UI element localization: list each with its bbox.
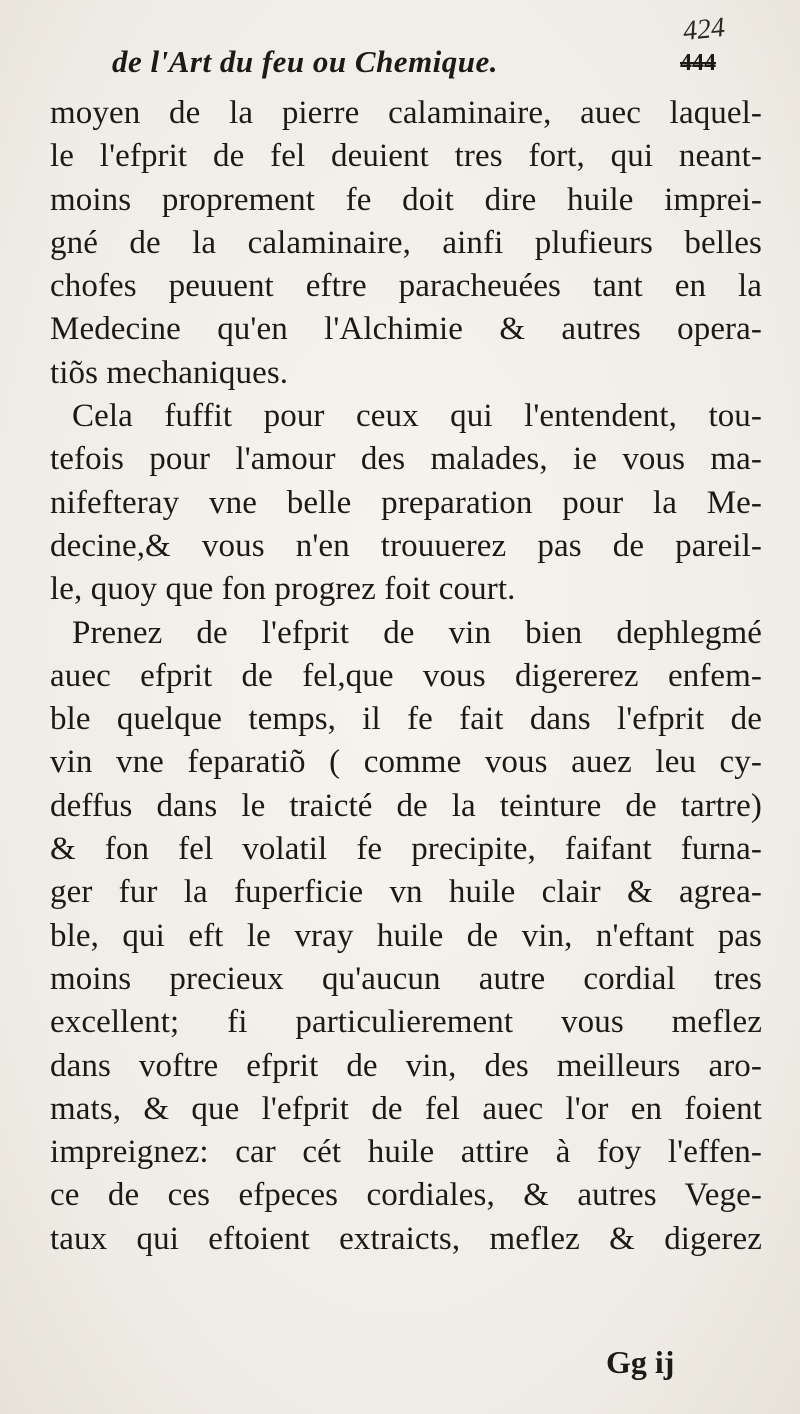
text-line: mats, & que l'efprit de fel auec l'or en foient xyxy=(50,1090,762,1127)
text-line: ble, qui eft le vray huile de vin, n'eftant pas xyxy=(50,917,762,954)
page-number: 444 xyxy=(680,50,716,76)
text-line: excellent; fi particulierement vous meflez xyxy=(50,1004,762,1041)
text-line: deffus dans le traicté de la teinture de tartre) xyxy=(50,787,762,824)
text-line: gné de la calaminaire, ainfi plufieurs belles xyxy=(50,224,762,261)
text-line: taux qui eftoient extraicts, meflez & digerez xyxy=(50,1220,762,1257)
text-line: auec efprit de fel,que vous digererez enfem- xyxy=(50,657,762,694)
running-title: de l'Art du feu ou Chemique. xyxy=(112,44,499,79)
text-line: impreignez: car cét huile attire à foy l'effen- xyxy=(50,1134,762,1171)
text-line: moins precieux qu'aucun autre cordial tres xyxy=(50,960,762,997)
text-line: decine,& vous n'en trouuerez pas de pareil- xyxy=(50,527,762,564)
text-line: moins proprement fe doit dire huile imprei- xyxy=(50,181,762,218)
signature-mark: Gg ij xyxy=(606,1344,675,1380)
text-line: le, quoy que fon progrez foit court. xyxy=(50,571,516,608)
text-line: le l'efprit de fel deuient tres fort, qui neant- xyxy=(50,138,762,175)
text-line: ger fur la fuperficie vn huile clair & agrea- xyxy=(50,874,762,911)
text-line: moyen de la pierre calaminaire, auec laquel- xyxy=(50,95,762,131)
text-line: nifefteray vne belle preparation pour la Me- xyxy=(50,484,762,521)
text-line: tefois pour l'amour des malades, ie vous ma- xyxy=(50,441,762,478)
body-text xyxy=(50,92,762,1261)
text-line: ble quelque temps, il fe fait dans l'efprit de xyxy=(50,701,762,738)
handwritten-folio: 424 xyxy=(681,11,727,48)
text-line: ce de ces efpeces cordiales, & autres Vege- xyxy=(50,1177,762,1214)
text-line: Cela fuffit pour ceux qui l'entendent, tou- xyxy=(72,398,762,435)
page-header xyxy=(0,11,800,84)
text-line: chofes peuuent eftre paracheuées tant en la xyxy=(50,268,762,305)
text-line: Prenez de l'efprit de vin bien dephlegmé xyxy=(72,614,762,651)
text-line: tiõs mechaniques. xyxy=(50,354,289,391)
text-line: & fon fel volatil fe precipite, faifant furna- xyxy=(50,831,762,868)
text-line: vin vne feparatiõ ( comme vous auez leu cy- xyxy=(50,744,762,781)
text-line: Medecine qu'en l'Alchimie & autres opera- xyxy=(50,311,762,348)
text-line: dans voftre efprit de vin, des meilleurs aro- xyxy=(50,1047,762,1084)
